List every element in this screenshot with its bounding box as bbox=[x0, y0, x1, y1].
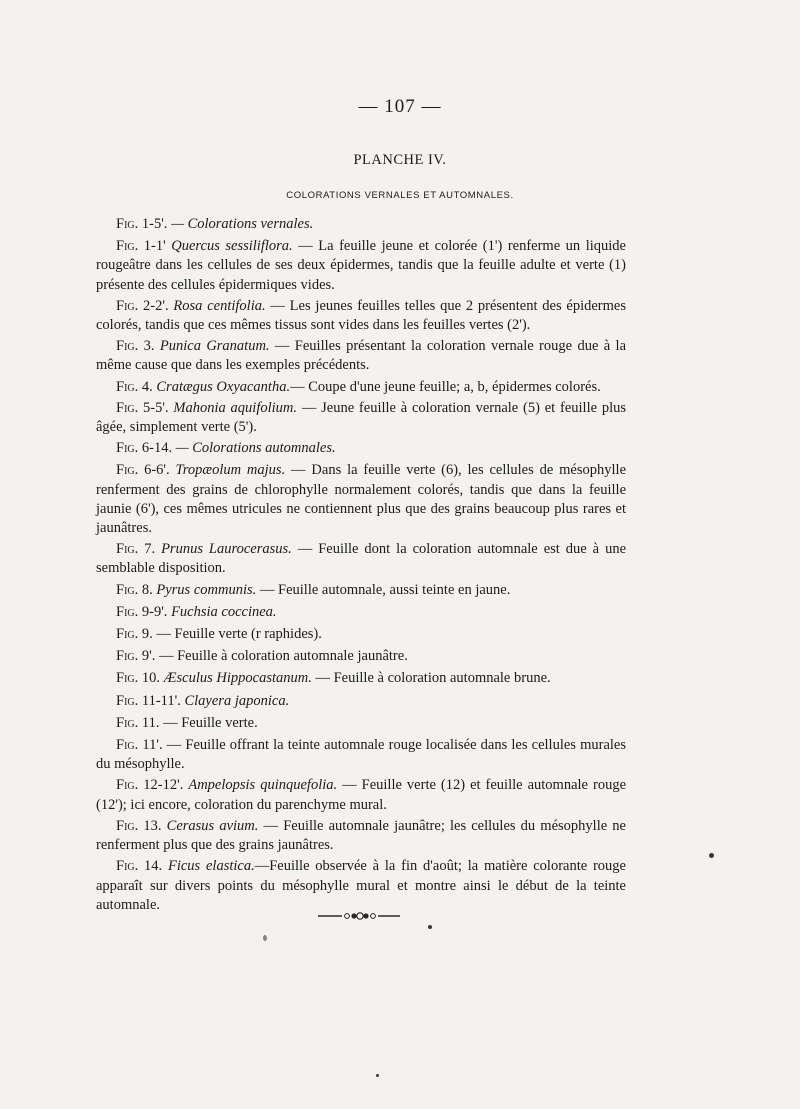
species-name: Prunus Laurocerasus. bbox=[161, 541, 292, 558]
caption-text: — Feuille automnale, aussi teinte en jaune. bbox=[256, 581, 511, 598]
caption-entry bbox=[96, 603, 626, 622]
caption-entry bbox=[96, 337, 626, 375]
figure-ref: Fig. 3. bbox=[116, 338, 155, 355]
species-name: Cerasus avium. bbox=[166, 817, 259, 834]
caption-entry bbox=[96, 817, 626, 855]
species-name: Fuchsia coccinea. bbox=[171, 603, 277, 620]
figure-ref: Fig. 11. bbox=[116, 714, 160, 731]
caption-entry bbox=[96, 581, 626, 600]
caption-text: — Dans la feuille verte (6), les cellules de mésophylle renferment des grains de chlorophylle normalement colorés, tandis que dans la feuille jaunie (6'), ces mêmes utricules ne contiennent plus que des grains beaucoup plus rares et jaunâtres. bbox=[96, 462, 627, 537]
species-name: Tropæolum majus. bbox=[175, 462, 286, 479]
caption-entry bbox=[96, 714, 626, 733]
caption-entry bbox=[96, 669, 626, 688]
ink-speck bbox=[263, 935, 267, 941]
figure-ref: Fig. 1-1' bbox=[116, 238, 166, 255]
caption-entry bbox=[96, 297, 626, 335]
figure-ref: Fig. 6-6'. bbox=[116, 462, 170, 479]
caption-entry bbox=[96, 439, 626, 458]
species-name: — Colorations automnales. bbox=[175, 440, 336, 457]
caption-text: — Les jeunes feuilles telles que 2 présentent des épidermes colorés, tandis que ces mêmes tissus sont vides dans les feuilles vertes (2'). bbox=[96, 297, 626, 334]
figure-ref: Fig. 12-12'. bbox=[116, 777, 184, 794]
figure-ref: Fig. 2-2'. bbox=[116, 297, 169, 314]
caption-entry bbox=[96, 625, 626, 644]
figure-captions bbox=[96, 215, 626, 917]
figure-ref: Fig. 10. bbox=[116, 670, 160, 687]
figure-ref: Fig. 9-9'. bbox=[116, 603, 168, 620]
caption-text: — Coupe d'une jeune feuille; a, b, épidermes colorés. bbox=[290, 378, 601, 395]
plate-title: PLANCHE IV. bbox=[353, 152, 447, 168]
figure-ref: Fig. 7. bbox=[116, 541, 156, 558]
caption-entry bbox=[96, 692, 626, 711]
species-name: — Colorations vernales. bbox=[171, 216, 314, 232]
figure-ref: Fig. 13. bbox=[116, 817, 162, 834]
end-ornament bbox=[318, 906, 400, 926]
caption-entry bbox=[96, 237, 626, 295]
figure-ref: Fig. 9. bbox=[116, 626, 153, 643]
section-subtitle: COLORATIONS VERNALES ET AUTOMNALES. bbox=[286, 190, 514, 201]
species-name: Æsculus Hippocastanum. bbox=[163, 670, 312, 687]
figure-ref: Fig. 4. bbox=[116, 378, 153, 395]
caption-text: — Feuille à coloration automnale jaunâtre. bbox=[155, 648, 408, 665]
caption-text: — Feuille verte (r raphides). bbox=[152, 626, 322, 643]
species-name: Pyrus communis. bbox=[156, 581, 257, 598]
figure-ref: Fig. 11'. bbox=[116, 737, 163, 754]
caption-text: — Feuille à coloration automnale brune. bbox=[311, 670, 551, 687]
figure-ref: Fig. 9'. bbox=[116, 648, 156, 665]
ink-speck bbox=[428, 925, 432, 929]
caption-text: — Feuille verte. bbox=[159, 714, 258, 731]
caption-entry bbox=[96, 540, 626, 578]
figure-ref: Fig. 8. bbox=[116, 581, 153, 598]
species-name: Clayera japonica. bbox=[184, 692, 290, 709]
caption-entry bbox=[96, 378, 626, 397]
caption-text: — Feuille verte (12) et feuille automnale rouge (12'); ici encore, coloration du parenchyme mural. bbox=[96, 777, 627, 813]
caption-entry bbox=[96, 399, 626, 437]
species-name: Mahonia aquifolium. bbox=[173, 399, 298, 416]
figure-ref: Fig. 5-5'. bbox=[116, 399, 169, 416]
figure-ref: Fig. 6-14. bbox=[116, 440, 173, 457]
caption-entry bbox=[96, 736, 626, 774]
caption-text: — Feuilles présentant la coloration vernale rouge due à la même cause que dans les exemples précédents. bbox=[96, 338, 627, 374]
figure-ref: Fig. 14. bbox=[116, 858, 163, 875]
caption-text: — La feuille jeune et colorée (1') renferme un liquide rougeâtre dans les cellules de ses deux épidermes, tandis que la feuille adulte et verte (1) présente des cellules épidermiques vides. bbox=[96, 238, 626, 293]
caption-text: — Jeune feuille à coloration vernale (5) et feuille plus âgée, simplement verte (5'). bbox=[96, 399, 627, 436]
ink-speck bbox=[709, 853, 714, 858]
species-name: Ampelopsis quinquefolia. bbox=[188, 777, 338, 794]
caption-entry bbox=[96, 647, 626, 666]
figure-ref: Fig. 11-11'. bbox=[116, 692, 181, 709]
caption-text: — Feuille offrant la teinte automnale rouge localisée dans les cellules murales du mésophylle. bbox=[96, 737, 626, 773]
caption-entry bbox=[96, 461, 626, 538]
species-name: Punica Granatum. bbox=[159, 338, 270, 355]
ink-speck bbox=[376, 1074, 379, 1077]
caption-entry bbox=[96, 776, 626, 814]
caption-text: —Feuille observée à la fin d'août; la matière colorante rouge apparaît sur divers points du mésophylle mural et montre ainsi le début de la teinte automnale. bbox=[96, 858, 626, 913]
caption-text: — Feuille automnale jaunâtre; les cellules du mésophylle ne renferment plus que des grains jaunâtres. bbox=[96, 817, 626, 854]
species-name: Rosa centifolia. bbox=[173, 297, 266, 314]
caption-text: — Feuille dont la coloration automnale est due à une semblable disposition. bbox=[96, 541, 627, 577]
species-name: Cratægus Oxyacantha. bbox=[156, 378, 291, 395]
species-name: Quercus sessiliflora. bbox=[171, 238, 293, 255]
page-number: — 107 — bbox=[358, 96, 442, 117]
species-name: Ficus elastica. bbox=[167, 858, 255, 875]
caption-entry bbox=[96, 215, 626, 234]
figure-ref: Fig. 1-5'. bbox=[116, 216, 168, 232]
